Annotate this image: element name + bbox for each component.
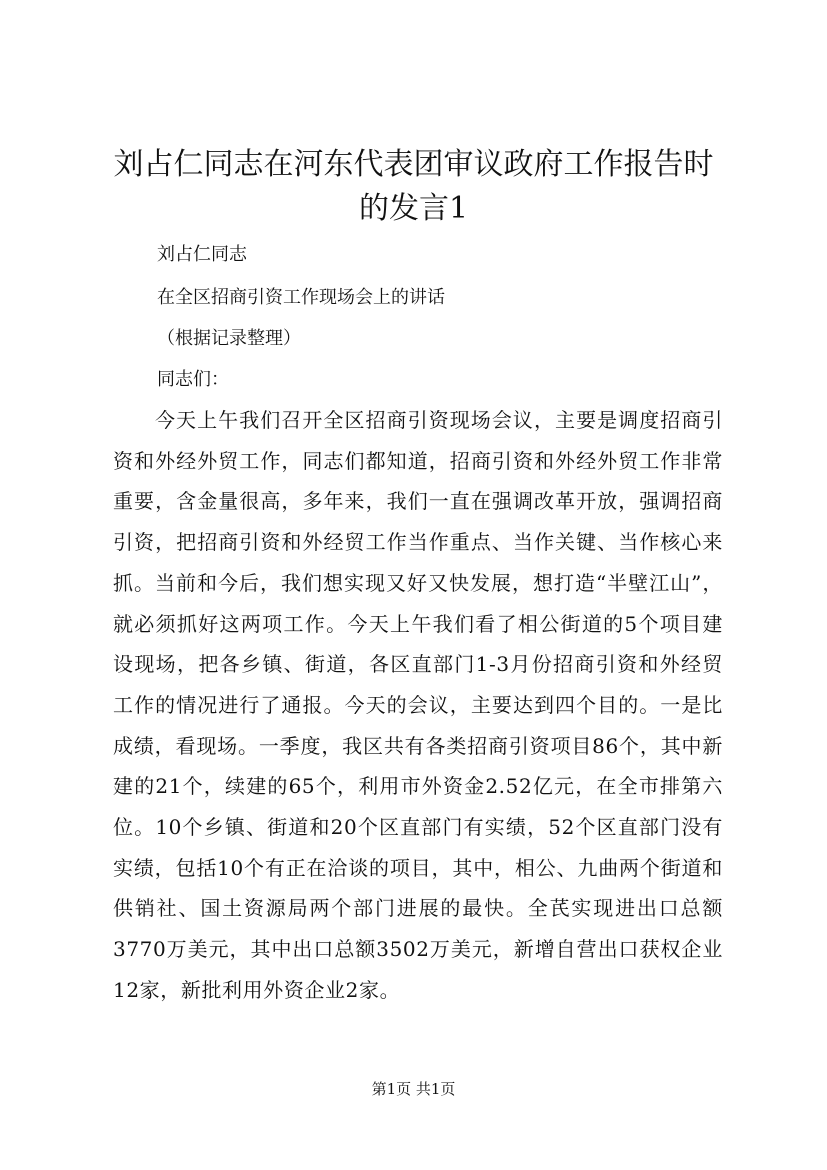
- author-line: 刘占仁同志: [157, 244, 247, 265]
- transcript-note: （根据记录整理）: [157, 328, 301, 349]
- page-footer: 第1页 共1页: [371, 1080, 456, 1098]
- document-title: 刘占仁同志在河东代表团审议政府工作报告时的发言1: [113, 147, 714, 226]
- speech-subtitle: 在全区招商引资工作现场会上的讲话: [157, 287, 445, 308]
- body-paragraph: 今天上午我们召开全区招商引资现场会议，主要是调度招商引资和外经外贸工作，同志们都知道，招商引资和外经外贸工作非常重要，含金量很高，多年来，我们一直在强调改革开放，强调招商引资，把招商引资和外经贸工作当作重点、当作关键、当作核心来抓。当前和今后，我们想实现又好又快发展，想打造“半壁江山”，就必须抓好这两项工作。今天上午我们看了相公街道的5个项目建设现场，把各乡镇、街道，各区直部门1-3月份招商引资和外经贸工作的情况进行了通报。今天的会议，主要达到四个目的。一是比成绩，看现场。一季度，我区共有各类招商引资项目86个，其中新建的21个，续建的65个，利用市外资金2.52亿元，在全市排第六位。10个乡镇、街道和20个区直部门有实绩，52个区直部门没有实绩，包括10个有正在洽谈的项目，其中，相公、九曲两个街道和供销社、国土资源局两个部门进展的最快。全芪实现进出口总额3770万美元，其中出口总额3502万美元，新增自营出口获权企业12家，新批利用外资企业2家。: [113, 408, 723, 1002]
- salutation: 同志们：: [157, 369, 229, 390]
